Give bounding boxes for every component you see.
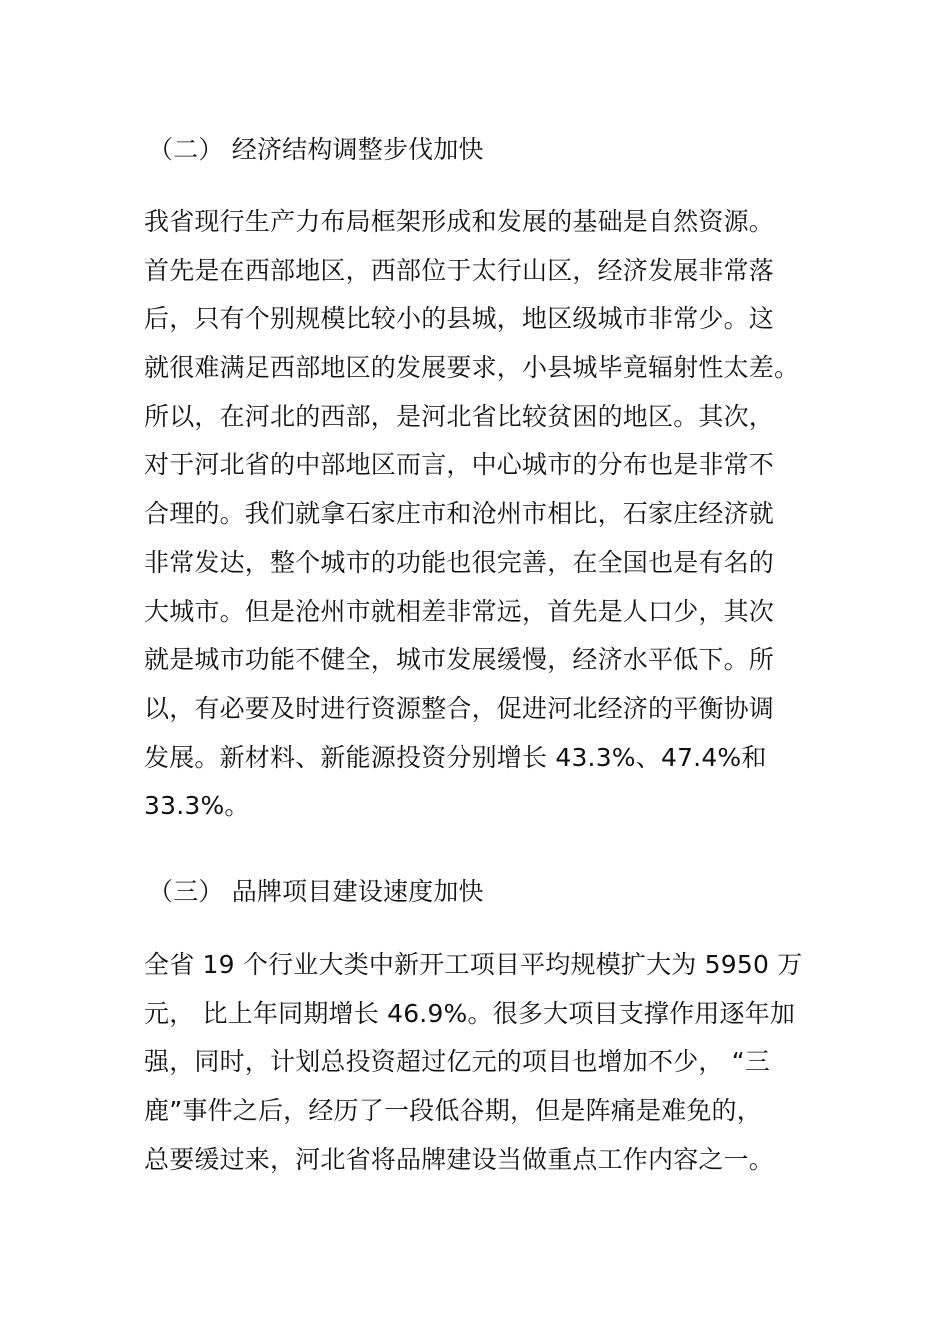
paragraph-line: 所以，在河北的西部，是河北省比较贫困的地区。其次，	[144, 401, 775, 431]
paragraph-line: 就是城市功能不健全，城市发展缓慢，经济水平低下。所	[144, 645, 775, 675]
paragraph-line: 元， 比上年同期增长 46.9%。很多大项目支撑作用逐年加	[144, 998, 796, 1028]
section-3-paragraph	[144, 941, 804, 1184]
paragraph-line: 大城市。但是沧州市就相差非常远，首先是人口少，其次	[144, 596, 775, 626]
section-3-heading: （三） 品牌项目建设速度加快	[148, 877, 484, 906]
paragraph-line: 强，同时，计划总投资超过亿元的项目也增加不少， “三	[144, 1047, 771, 1077]
paragraph-line: 33.3%。	[144, 791, 250, 821]
paragraph-line: 全省 19 个行业大类中新开工项目平均规模扩大为 5950 万	[144, 950, 803, 979]
paragraph-line: 对于河北省的中部地区而言，中心城市的分布也是非常不	[144, 450, 775, 480]
paragraph-line: 后，只有个别规模比较小的县城，地区级城市非常少。这	[144, 304, 775, 334]
paragraph-line: 就很难满足西部地区的发展要求，小县城毕竟辐射性太差。	[144, 353, 800, 383]
section-2-paragraph	[144, 198, 804, 831]
section-2-heading: （二） 经济结构调整步伐加快	[148, 135, 484, 164]
paragraph-line: 总要缓过来，河北省将品牌建设当做重点工作内容之一。	[144, 1144, 775, 1174]
paragraph-line: 合理的。我们就拿石家庄市和沧州市相比，石家庄经济就	[144, 499, 775, 529]
paragraph-line: 鹿”事件之后，经历了一段低谷期，但是阵痛是难免的，	[144, 1096, 762, 1126]
paragraph-line: 发展。新材料、新能源投资分别增长 43.3%、47.4%和	[144, 742, 767, 772]
paragraph-line: 非常发达，整个城市的功能也很完善，在全国也是有名的	[144, 547, 775, 577]
paragraph-line: 首先是在西部地区，西部位于太行山区，经济发展非常落	[144, 255, 775, 285]
paragraph-line: 以，有必要及时进行资源整合，促进河北经济的平衡协调	[144, 693, 775, 723]
paragraph-line: 我省现行生产力布局框架形成和发展的基础是自然资源。	[144, 207, 775, 236]
